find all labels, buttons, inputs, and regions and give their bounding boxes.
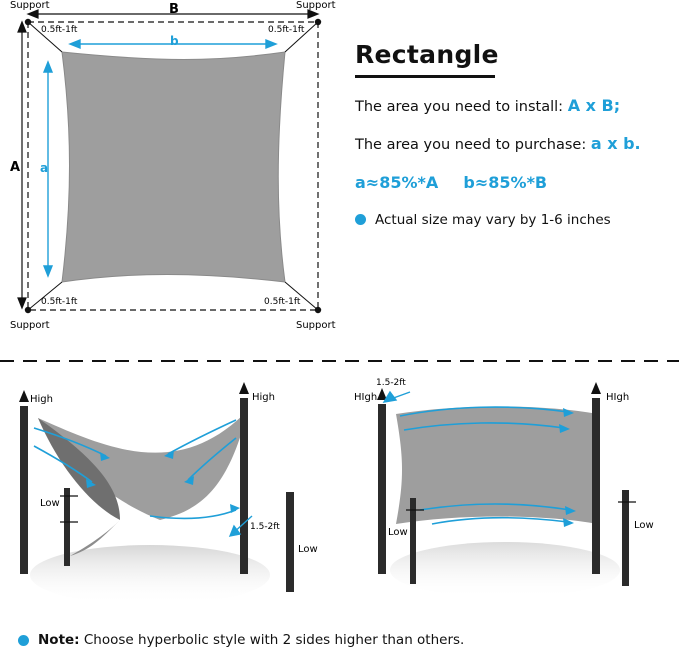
- formula-line: [355, 173, 675, 192]
- section-divider: [0, 360, 679, 362]
- hyperbolic-diagram: [0, 370, 340, 625]
- formula-b: b≈85%*B: [463, 172, 548, 192]
- purchase-label: The area you need to purchase:: [355, 137, 587, 154]
- pole-arrows: [377, 382, 601, 400]
- label-low-right: Low: [298, 544, 318, 555]
- tolerance-note: [355, 212, 675, 228]
- label-dim-tl: 0.5ft-1ft: [41, 25, 78, 35]
- flat-diagram: [340, 370, 679, 625]
- note-text: Choose hyperbolic style with 2 sides higher than others.: [79, 632, 465, 648]
- label-support-tr: Support: [296, 0, 336, 11]
- label-side-b: b: [170, 34, 179, 48]
- info-panel: [355, 40, 675, 228]
- sail-shape: [62, 52, 285, 282]
- label-high-right: HIgh: [606, 392, 630, 403]
- label-dim-left-diagram: 1.5-2ft: [250, 522, 280, 532]
- label-dim-br: 0.5ft-1ft: [264, 297, 301, 307]
- tolerance-text: Actual size may vary by 1-6 inches: [375, 211, 611, 228]
- label-high-right: High: [252, 392, 275, 403]
- label-side-B: B: [169, 2, 179, 17]
- pole-arrows: [19, 382, 249, 402]
- ground-shadow: [390, 542, 620, 598]
- pole-right-low: [286, 492, 294, 592]
- label-side-a: a: [40, 161, 49, 175]
- label-support-bl: Support: [10, 320, 50, 331]
- install-line: [355, 96, 675, 116]
- note-text-wrap: [38, 632, 464, 648]
- pole-left-low: [64, 488, 70, 566]
- label-low-right: Low: [634, 520, 654, 531]
- install-label: The area you need to install:: [355, 99, 564, 115]
- label-side-A: A: [10, 160, 21, 175]
- label-support-tl: Support: [10, 0, 50, 11]
- purchase-line: [355, 134, 675, 154]
- label-low-left: Low: [40, 498, 60, 509]
- pole-left-high: [20, 406, 28, 574]
- formula-a: a≈85%*A: [355, 172, 439, 192]
- note-label: Note:: [38, 632, 80, 648]
- label-support-br: Support: [296, 320, 336, 331]
- rectangle-diagram: [0, 0, 350, 350]
- label-low-left: Low: [388, 527, 408, 538]
- label-dim-right-diagram: 1.5-2ft: [376, 378, 406, 388]
- label-high-left: High: [30, 394, 53, 405]
- bottom-note: [18, 632, 464, 648]
- label-dim-tr: 0.5ft-1ft: [268, 25, 305, 35]
- label-high-left: HIgh: [354, 392, 378, 403]
- title-underline: [355, 75, 495, 78]
- pole-right-high: [240, 398, 248, 574]
- pole-right-high: [592, 398, 600, 574]
- label-dim-bl: 0.5ft-1ft: [41, 297, 78, 307]
- dim-bracket: [384, 392, 410, 402]
- pole-left-low: [410, 498, 416, 584]
- page-title: Rectangle: [355, 40, 499, 69]
- pole-left-high: [378, 404, 386, 574]
- sail-main: [396, 407, 598, 525]
- install-value: A x B;: [567, 96, 621, 115]
- pole-right-low: [622, 490, 629, 586]
- note-bullet-icon: [18, 635, 29, 646]
- flat-diagram-svg: [340, 370, 679, 625]
- bullet-dot-icon: [355, 214, 366, 225]
- purchase-value: a x b.: [590, 134, 641, 154]
